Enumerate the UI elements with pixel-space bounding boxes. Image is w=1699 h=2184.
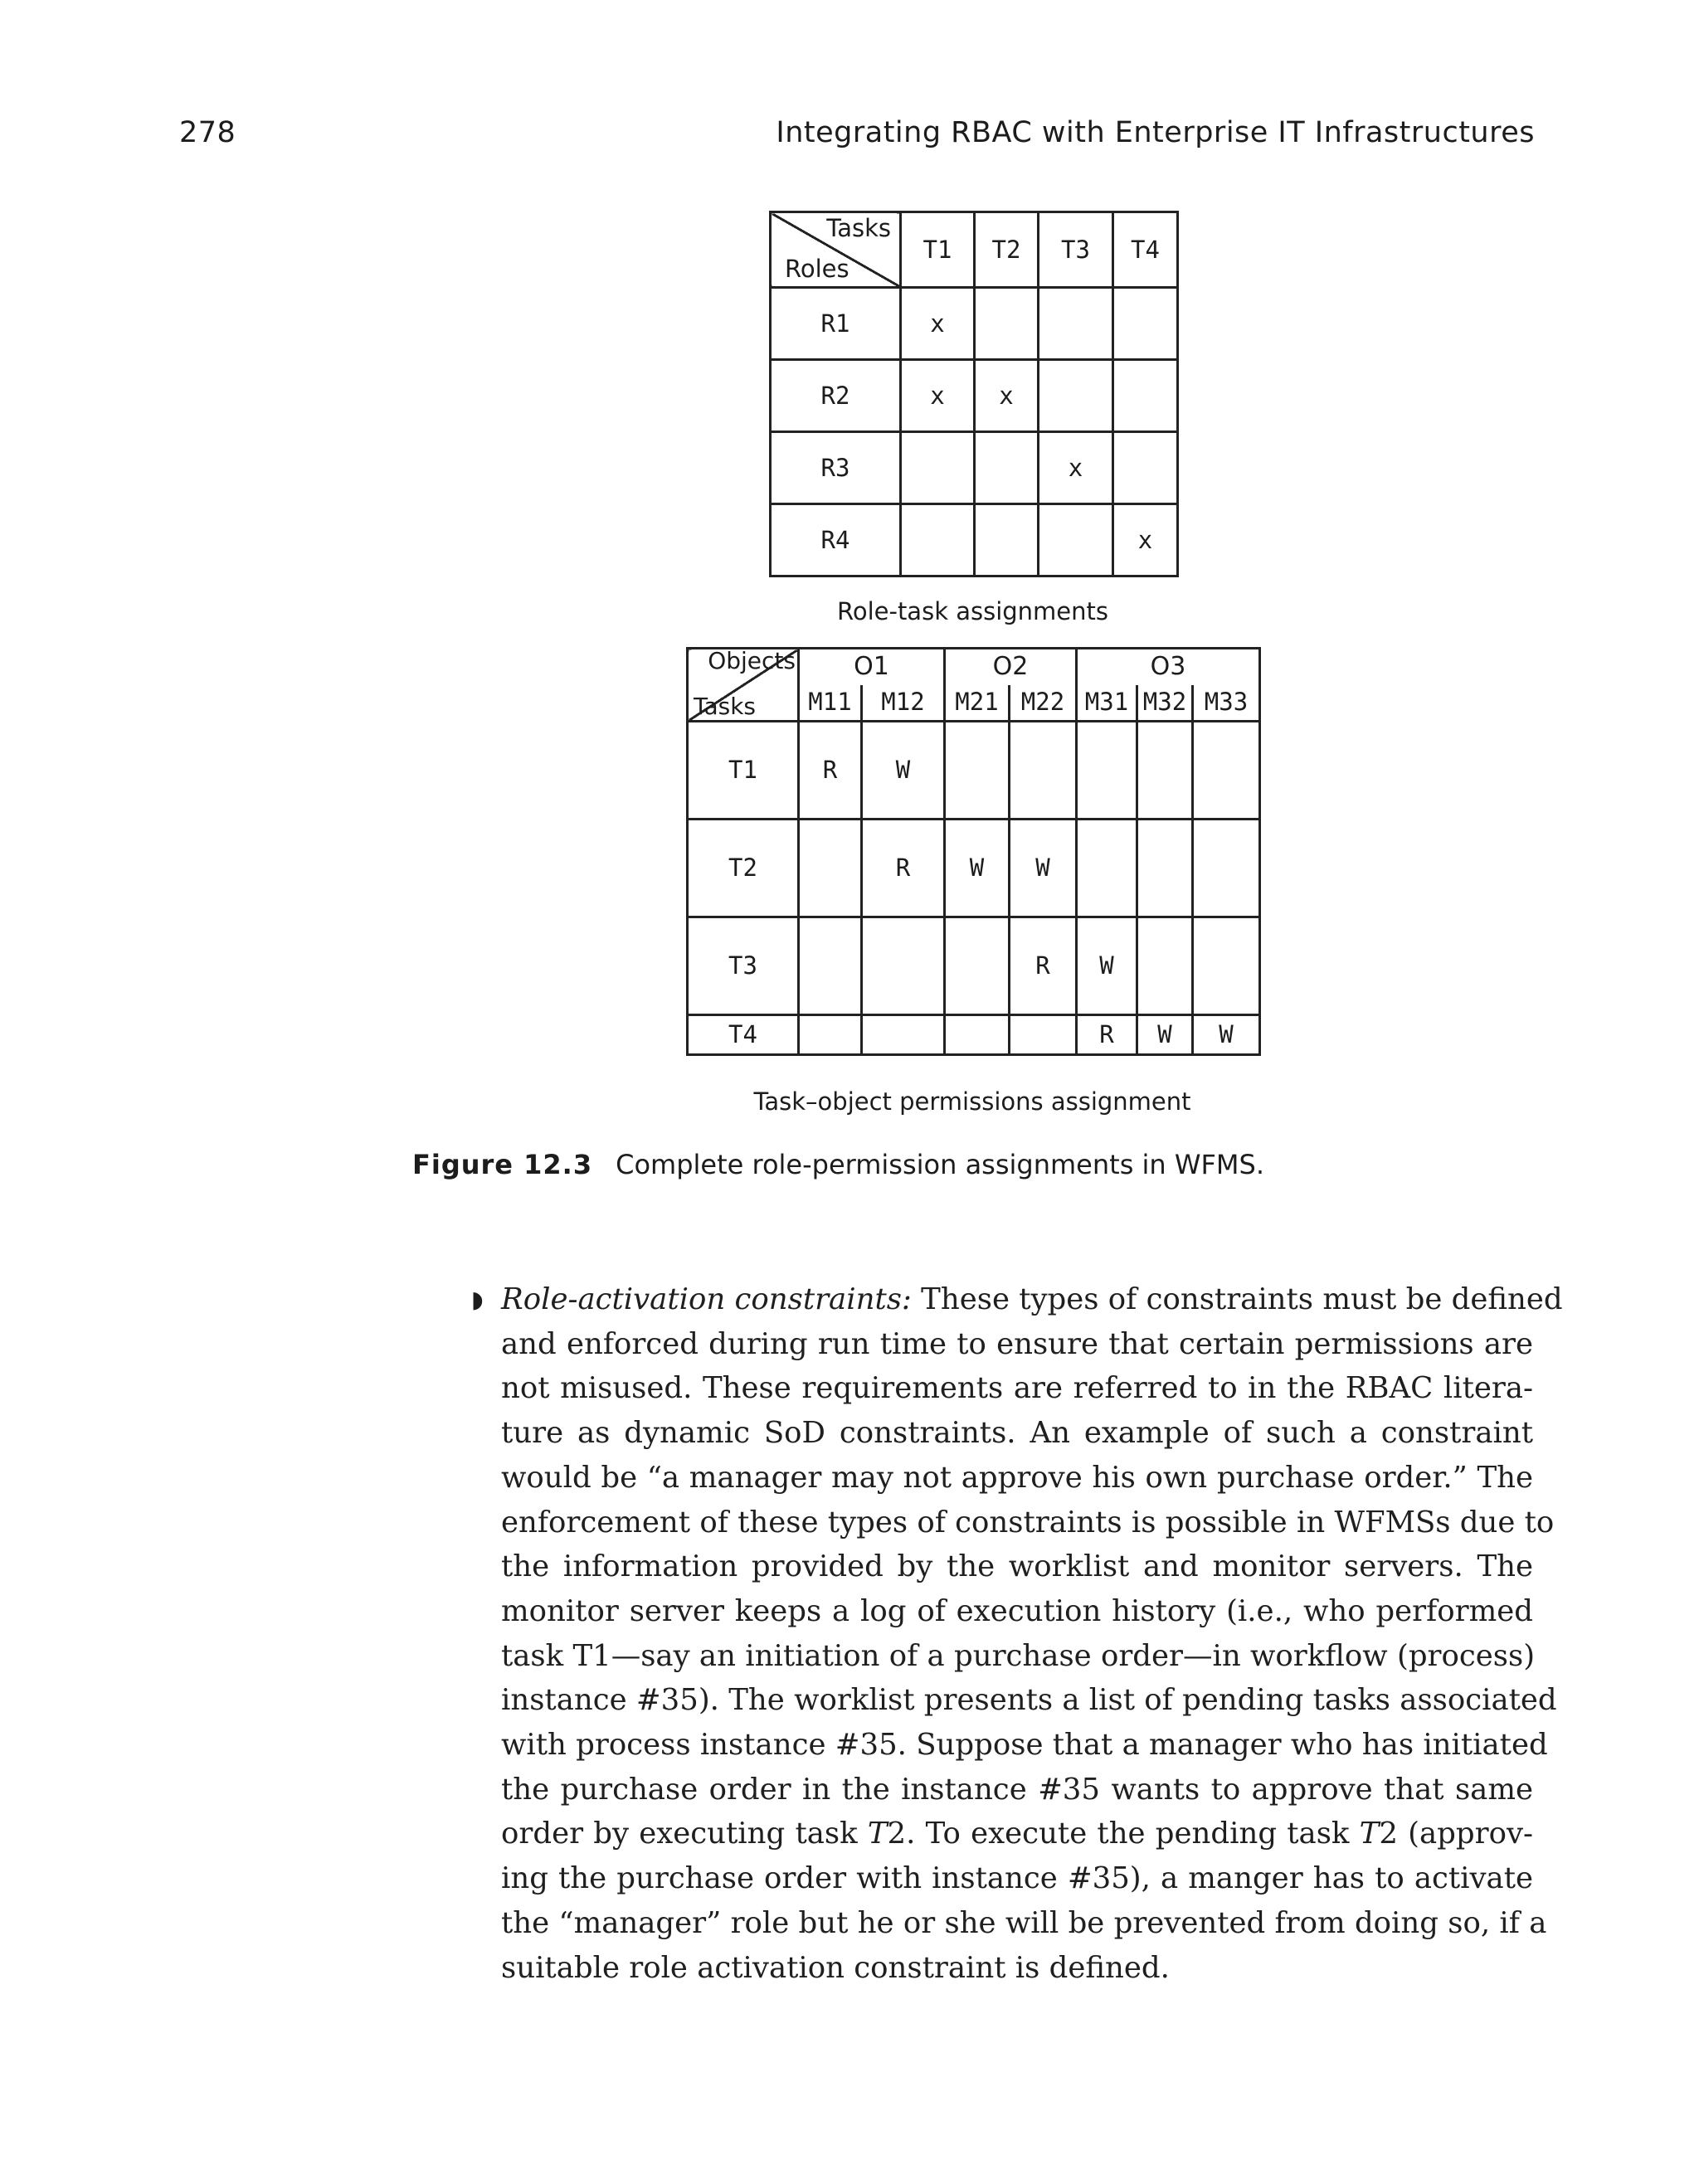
- row-header: T4: [688, 1015, 799, 1055]
- table-cell: [1113, 360, 1178, 432]
- table-row: [771, 504, 1178, 576]
- object-header: O1: [799, 649, 945, 685]
- table-cell: [975, 432, 1039, 504]
- table-cell: [1113, 432, 1178, 504]
- corner-tasks-label: Tasks: [826, 214, 891, 242]
- table-cell: [1077, 722, 1137, 820]
- table-cell: W: [1077, 917, 1137, 1015]
- method-header: M31: [1077, 685, 1137, 722]
- text-fragment: 2. To execute the pending task: [887, 1817, 1360, 1851]
- text-line: ture as dynamic SoD constraints. An example of such a constraint: [501, 1416, 1533, 1451]
- method-header: M22: [1010, 685, 1077, 722]
- table-cell: W: [1010, 820, 1077, 917]
- table-cell: W: [862, 722, 945, 820]
- row-header: R4: [771, 504, 901, 576]
- bullet-icon: ◗: [471, 1286, 484, 1313]
- text-line: ing the purchase order with instance #35), a manger has to activate: [501, 1861, 1533, 1896]
- table-row: [771, 360, 1178, 432]
- method-header: M11: [799, 685, 862, 722]
- table-cell: [975, 504, 1039, 576]
- text-line: not misused. These requirements are referred to in the RBAC litera-: [501, 1371, 1533, 1406]
- method-header: M32: [1137, 685, 1193, 722]
- table-cell: R: [862, 820, 945, 917]
- table-row: [688, 1015, 1260, 1055]
- table-row: [688, 820, 1260, 917]
- task-object-caption: Task–object permissions assignment: [753, 1087, 1191, 1116]
- table-cell: [1039, 288, 1113, 360]
- text-fragment: 2 (approv-: [1379, 1817, 1533, 1851]
- text-line: suitable role activation constraint is defined.: [501, 1950, 1170, 1985]
- text-line: [501, 1812, 1533, 1856]
- table-cell: [975, 288, 1039, 360]
- table-cell: [862, 917, 945, 1015]
- column-header: T4: [1113, 212, 1178, 288]
- column-header: T1: [901, 212, 975, 288]
- object-header: O3: [1077, 649, 1260, 685]
- column-header: T3: [1039, 212, 1113, 288]
- table-row: [688, 722, 1260, 820]
- table-cell: [1193, 917, 1260, 1015]
- table-cell: [945, 1015, 1010, 1055]
- table-cell: W: [1137, 1015, 1193, 1055]
- bullet-term: Role-activation constraints:: [501, 1282, 912, 1316]
- table-cell: [945, 722, 1010, 820]
- table-cell: [799, 820, 862, 917]
- table-cell: [1137, 722, 1193, 820]
- corner-cell: [771, 212, 901, 288]
- row-header: T2: [688, 820, 799, 917]
- row-header: R2: [771, 360, 901, 432]
- column-header: T2: [975, 212, 1039, 288]
- text-line: the purchase order in the instance #35 wants to approve that same: [501, 1772, 1533, 1807]
- figure-caption-text: Complete role-permission assignments in WFMS.: [616, 1149, 1265, 1180]
- method-header: M21: [945, 685, 1010, 722]
- figure-caption: [412, 1149, 1264, 1180]
- running-title: Integrating RBAC with Enterprise IT Infrastructures: [776, 116, 1535, 149]
- method-header: M12: [862, 685, 945, 722]
- table-cell: [1010, 1015, 1077, 1055]
- table-cell: [945, 917, 1010, 1015]
- corner-roles-label: Roles: [785, 255, 850, 283]
- table-cell: W: [1193, 1015, 1260, 1055]
- text-fragment: T: [867, 1817, 888, 1851]
- table-cell: [1077, 820, 1137, 917]
- running-header: [179, 116, 1535, 154]
- table-cell: x: [901, 288, 975, 360]
- text-line: enforcement of these types of constraints is possible in WFMSs due to: [501, 1505, 1555, 1540]
- text-line: the “manager” role but he or she will be prevented from doing so, if a: [501, 1905, 1547, 1940]
- text-line: would be “a manager may not approve his own purchase order.” The: [501, 1460, 1533, 1495]
- text-line: with process instance #35. Suppose that a manager who has initiated: [501, 1728, 1548, 1763]
- method-header: M33: [1193, 685, 1260, 722]
- row-header: T3: [688, 917, 799, 1015]
- page-number: 278: [179, 116, 236, 149]
- table-cell: W: [945, 820, 1010, 917]
- figure-label: Figure 12.3: [412, 1149, 593, 1180]
- role-task-caption: Role-task assignments: [836, 597, 1108, 625]
- table-cell: R: [799, 722, 862, 820]
- role-task-table: [769, 211, 1179, 577]
- text-fragment: T: [1359, 1817, 1380, 1851]
- table-cell: [1193, 722, 1260, 820]
- table-cell: [862, 1015, 945, 1055]
- table-cell: [799, 1015, 862, 1055]
- corner-objects-label: Objects: [708, 647, 796, 674]
- table-cell: [901, 432, 975, 504]
- row-header: R1: [771, 288, 901, 360]
- text-line: instance #35). The worklist presents a list of pending tasks associated: [501, 1683, 1557, 1718]
- table-cell: [1137, 917, 1193, 1015]
- text-line: These types of constraints must be defined: [911, 1282, 1563, 1316]
- table-cell: [1137, 820, 1193, 917]
- corner-cell: [688, 649, 799, 722]
- text-line: task T1—say an initiation of a purchase order—in workflow (process): [501, 1638, 1536, 1673]
- text-line: and enforced during run time to ensure that certain permissions are: [501, 1326, 1533, 1361]
- body-paragraph: [501, 1277, 1563, 1990]
- table-cell: [1039, 360, 1113, 432]
- table-cell: [1113, 288, 1178, 360]
- text-fragment: order by executing task: [501, 1817, 868, 1851]
- task-object-table: [686, 647, 1261, 1056]
- table-row: [688, 917, 1260, 1015]
- table-cell: x: [1113, 504, 1178, 576]
- table-row: [771, 432, 1178, 504]
- row-header: R3: [771, 432, 901, 504]
- table-cell: R: [1077, 1015, 1137, 1055]
- table-cell: R: [1010, 917, 1077, 1015]
- text-line: monitor server keeps a log of execution history (i.e., who performed: [501, 1593, 1533, 1628]
- table-cell: [799, 917, 862, 1015]
- table-cell: [1193, 820, 1260, 917]
- table-cell: x: [901, 360, 975, 432]
- object-header: O2: [945, 649, 1077, 685]
- table-cell: [1010, 722, 1077, 820]
- table-cell: [1039, 504, 1113, 576]
- table-cell: x: [975, 360, 1039, 432]
- table-cell: x: [1039, 432, 1113, 504]
- text-line: the information provided by the worklist and monitor servers. The: [501, 1549, 1533, 1584]
- corner-tasks-label: Tasks: [694, 693, 757, 720]
- row-header: T1: [688, 722, 799, 820]
- table-row: [771, 288, 1178, 360]
- table-cell: [901, 504, 975, 576]
